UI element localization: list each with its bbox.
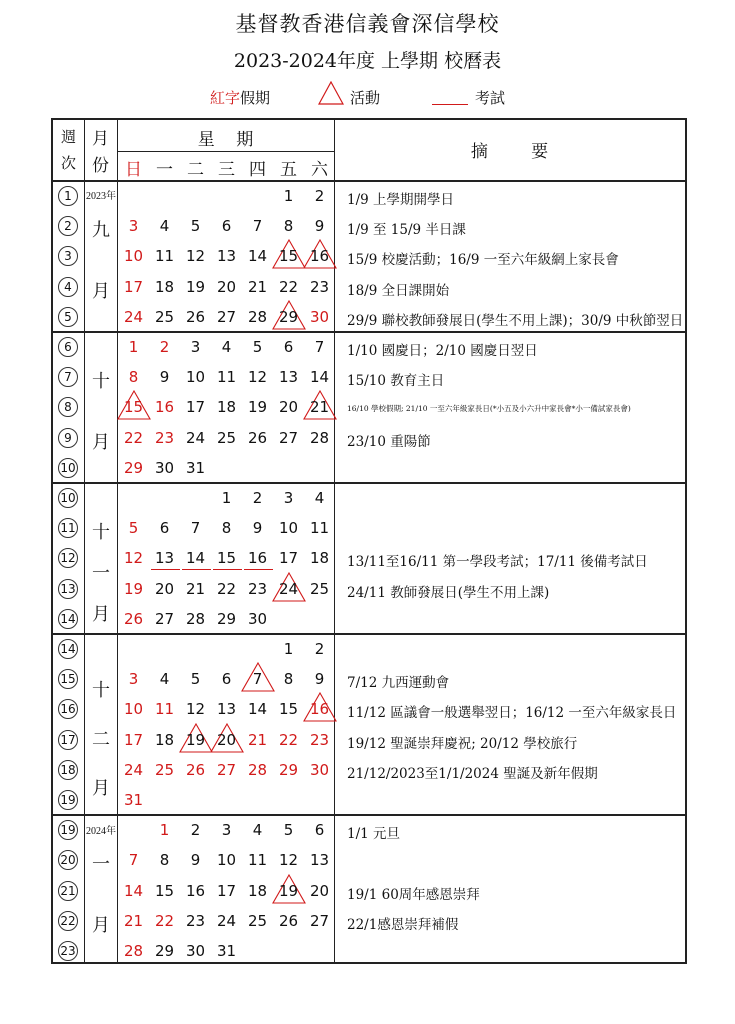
day-cell: 13 xyxy=(154,549,175,568)
day-cell: 18 xyxy=(247,881,268,900)
day-cell: 26 xyxy=(185,307,206,326)
summary-header: 摘 要 xyxy=(470,142,549,162)
day-cell: 28 xyxy=(247,307,268,326)
day-cell: 17 xyxy=(278,549,299,568)
day-cell: 20 xyxy=(309,881,330,900)
divider xyxy=(53,814,685,816)
year-label-2023: 2023年 xyxy=(86,191,116,202)
day-cell: 25 xyxy=(216,428,237,447)
day-cell: 10 xyxy=(216,851,237,870)
day-cell: 25 xyxy=(309,579,330,598)
day-cell: 4 xyxy=(252,821,263,840)
day-cell: 3 xyxy=(128,670,139,689)
weekday-header: 五 xyxy=(280,160,297,180)
day-cell: 9 xyxy=(314,217,325,236)
day-cell: 23 xyxy=(309,277,330,296)
divider xyxy=(53,633,685,635)
day-cell: 30 xyxy=(154,458,175,477)
day-cell: 30 xyxy=(309,760,330,779)
day-cell: 19 xyxy=(185,277,206,296)
day-cell: 22 xyxy=(154,911,175,930)
calendar-title: 2023-2024年度 上學期 校曆表 xyxy=(233,50,502,72)
week-number: 19 xyxy=(58,820,78,840)
school-name: 基督教香港信義會深信學校 xyxy=(235,12,500,36)
summary-text: 23/10 重陽節 xyxy=(347,433,431,450)
day-cell: 4 xyxy=(159,217,170,236)
weekday-title: 星 期 xyxy=(197,130,254,150)
day-cell: 14 xyxy=(123,881,144,900)
week-header-bottom: 次 xyxy=(60,154,76,172)
week-number: 2 xyxy=(58,216,78,236)
day-cell: 13 xyxy=(216,700,237,719)
day-cell: 2 xyxy=(314,187,325,205)
week-number: 17 xyxy=(58,730,78,750)
day-cell: 16 xyxy=(185,881,206,900)
month-header-top: 月 xyxy=(92,129,109,149)
legend-exam: 考試 xyxy=(475,89,506,107)
week-number: 14 xyxy=(58,609,78,629)
day-cell: 7 xyxy=(314,338,325,356)
exam-underline xyxy=(151,569,180,570)
day-cell: 5 xyxy=(190,670,201,689)
day-cell: 19 xyxy=(278,881,299,900)
summary-text: 16/10 學校假期; 21/10 一至六年級家長日(*小五及小六升中家長會*小一備試家長會) xyxy=(347,404,631,414)
day-cell: 17 xyxy=(123,730,144,749)
legend-holiday: 紅字假期 xyxy=(210,89,271,107)
day-cell: 5 xyxy=(283,821,294,840)
day-cell: 25 xyxy=(154,307,175,326)
week-number: 11 xyxy=(58,518,78,538)
month-label: 一 xyxy=(92,562,110,584)
day-cell: 2 xyxy=(159,338,170,356)
week-number: 14 xyxy=(58,639,78,659)
day-cell: 23 xyxy=(185,911,206,930)
day-cell: 6 xyxy=(221,217,232,236)
day-cell: 24 xyxy=(123,307,144,326)
exam-underline-icon xyxy=(432,104,468,105)
summary-text: 22/1感恩崇拜補假 xyxy=(347,916,459,933)
day-cell: 15 xyxy=(216,549,237,568)
day-cell: 20 xyxy=(278,398,299,417)
day-cell: 27 xyxy=(216,307,237,326)
summary-text: 1/1 元旦 xyxy=(347,826,401,843)
day-cell: 15 xyxy=(154,881,175,900)
summary-text: 1/10 國慶日；2/10 國慶日翌日 xyxy=(347,343,538,359)
day-cell: 7 xyxy=(190,519,201,538)
day-cell: 2 xyxy=(190,821,201,840)
week-number: 20 xyxy=(58,850,78,870)
day-cell: 31 xyxy=(123,791,144,809)
day-cell: 18 xyxy=(216,398,237,417)
month-label: 二 xyxy=(92,728,110,750)
weekday-header: 三 xyxy=(218,160,235,180)
day-cell: 1 xyxy=(283,640,294,658)
week-number: 8 xyxy=(58,397,78,417)
day-cell: 6 xyxy=(221,670,232,689)
day-cell: 26 xyxy=(278,911,299,930)
day-cell: 25 xyxy=(154,760,175,779)
day-cell: 27 xyxy=(216,760,237,779)
summary-text: 13/11至16/11 第一學段考試；17/11 後備考試日 xyxy=(347,554,648,571)
day-cell: 22 xyxy=(216,579,237,598)
month-label: 月 xyxy=(92,603,110,625)
day-cell: 28 xyxy=(185,609,206,628)
day-cell: 30 xyxy=(309,307,330,326)
week-number: 16 xyxy=(58,699,78,719)
weekday-header: 四 xyxy=(249,160,266,180)
day-cell: 28 xyxy=(247,760,268,779)
day-cell: 16 xyxy=(247,549,268,568)
summary-text: 11/12 區議會一般選舉翌日；16/12 一至六年級家長日 xyxy=(347,705,677,722)
year-label-2024: 2024年 xyxy=(86,826,116,837)
day-cell: 12 xyxy=(123,549,144,568)
day-cell: 19 xyxy=(247,398,268,417)
divider xyxy=(84,120,85,962)
day-cell: 31 xyxy=(216,942,237,960)
divider xyxy=(53,482,685,484)
day-cell: 13 xyxy=(278,368,299,387)
day-cell: 22 xyxy=(278,730,299,749)
day-cell: 10 xyxy=(185,368,206,387)
divider xyxy=(117,120,118,962)
week-number: 10 xyxy=(58,458,78,478)
day-cell: 3 xyxy=(221,821,232,840)
day-cell: 19 xyxy=(123,579,144,598)
day-cell: 16 xyxy=(309,700,330,719)
day-cell: 14 xyxy=(185,549,206,568)
month-label: 一 xyxy=(92,854,110,876)
week-number: 7 xyxy=(58,367,78,387)
week-number: 1 xyxy=(58,186,78,206)
day-cell: 1 xyxy=(283,187,294,205)
day-cell: 9 xyxy=(190,851,201,870)
day-cell: 16 xyxy=(309,247,330,266)
day-cell: 1 xyxy=(221,489,232,507)
day-cell: 10 xyxy=(278,519,299,538)
day-cell: 9 xyxy=(159,368,170,387)
day-cell: 11 xyxy=(154,247,175,266)
day-cell: 5 xyxy=(252,338,263,356)
week-number: 6 xyxy=(58,337,78,357)
day-cell: 15 xyxy=(278,247,299,266)
day-cell: 4 xyxy=(314,489,325,507)
month-label: 月 xyxy=(92,914,110,936)
summary-text: 18/9 全日課開始 xyxy=(347,282,450,299)
week-number: 10 xyxy=(58,488,78,508)
weekday-header: 二 xyxy=(187,160,204,180)
activity-triangle-icon xyxy=(318,81,344,105)
day-cell: 11 xyxy=(309,519,330,538)
day-cell: 26 xyxy=(123,609,144,628)
summary-text: 19/1 60周年感恩崇拜 xyxy=(347,886,480,903)
day-cell: 9 xyxy=(252,519,263,538)
day-cell: 3 xyxy=(283,489,294,507)
day-cell: 11 xyxy=(247,851,268,870)
weekday-header: 一 xyxy=(156,160,173,180)
month-label: 月 xyxy=(92,777,110,799)
day-cell: 22 xyxy=(278,277,299,296)
day-cell: 25 xyxy=(247,911,268,930)
divider xyxy=(117,151,334,152)
day-cell: 22 xyxy=(123,428,144,447)
summary-text: 21/12/2023至1/1/2024 聖誕及新年假期 xyxy=(347,765,598,782)
day-cell: 20 xyxy=(154,579,175,598)
day-cell: 14 xyxy=(247,700,268,719)
day-cell: 26 xyxy=(247,428,268,447)
day-cell: 4 xyxy=(221,338,232,356)
day-cell: 23 xyxy=(309,730,330,749)
day-cell: 5 xyxy=(128,519,139,538)
legend-activity: 活動 xyxy=(350,89,381,107)
summary-text: 15/10 教育主日 xyxy=(347,373,445,390)
day-cell: 31 xyxy=(185,458,206,477)
day-cell: 17 xyxy=(216,881,237,900)
month-label: 月 xyxy=(92,280,110,302)
week-header-top: 週 xyxy=(60,128,76,146)
month-label: 九 xyxy=(92,220,110,242)
calendar-table xyxy=(51,118,687,964)
day-cell: 18 xyxy=(309,549,330,568)
day-cell: 21 xyxy=(123,911,144,930)
day-cell: 6 xyxy=(159,519,170,538)
day-cell: 9 xyxy=(314,670,325,689)
day-cell: 2 xyxy=(314,640,325,658)
day-cell: 13 xyxy=(216,247,237,266)
day-cell: 15 xyxy=(123,398,144,417)
day-cell: 3 xyxy=(190,338,201,356)
day-cell: 29 xyxy=(278,307,299,326)
day-cell: 27 xyxy=(309,911,330,930)
day-cell: 5 xyxy=(190,217,201,236)
summary-text: 24/11 教師發展日(學生不用上課) xyxy=(347,584,550,601)
week-number: 3 xyxy=(58,246,78,266)
day-cell: 30 xyxy=(247,609,268,628)
day-cell: 4 xyxy=(159,670,170,689)
week-number: 23 xyxy=(58,941,78,961)
day-cell: 10 xyxy=(123,247,144,266)
day-cell: 21 xyxy=(185,579,206,598)
summary-text: 1/9 至 15/9 半日課 xyxy=(347,222,466,239)
day-cell: 29 xyxy=(216,609,237,628)
day-cell: 24 xyxy=(185,428,206,447)
day-cell: 12 xyxy=(185,700,206,719)
day-cell: 1 xyxy=(128,338,139,356)
day-cell: 1 xyxy=(159,821,170,840)
week-number: 15 xyxy=(58,669,78,689)
day-cell: 15 xyxy=(278,700,299,719)
summary-text: 1/9 上學期開學日 xyxy=(347,192,455,208)
weekday-header: 日 xyxy=(125,160,142,180)
week-number: 18 xyxy=(58,760,78,780)
day-cell: 17 xyxy=(123,277,144,296)
day-cell: 21 xyxy=(309,398,330,417)
weekday-header: 六 xyxy=(311,160,328,180)
day-cell: 8 xyxy=(128,368,139,387)
day-cell: 17 xyxy=(185,398,206,417)
day-cell: 27 xyxy=(154,609,175,628)
day-cell: 14 xyxy=(309,368,330,387)
month-label: 十 xyxy=(92,679,110,701)
day-cell: 11 xyxy=(154,700,175,719)
day-cell: 23 xyxy=(154,428,175,447)
month-label: 十 xyxy=(92,522,110,544)
day-cell: 29 xyxy=(278,760,299,779)
day-cell: 6 xyxy=(314,821,325,840)
day-cell: 8 xyxy=(283,217,294,236)
day-cell: 24 xyxy=(278,579,299,598)
day-cell: 10 xyxy=(123,700,144,719)
month-header-bottom: 份 xyxy=(92,156,109,176)
day-cell: 21 xyxy=(247,277,268,296)
day-cell: 30 xyxy=(185,942,206,960)
day-cell: 26 xyxy=(185,760,206,779)
day-cell: 29 xyxy=(154,942,175,960)
day-cell: 19 xyxy=(185,730,206,749)
day-cell: 24 xyxy=(123,760,144,779)
divider xyxy=(53,180,685,182)
day-cell: 16 xyxy=(154,398,175,417)
week-number: 22 xyxy=(58,911,78,931)
summary-text: 29/9 聯校教師發展日(學生不用上課)；30/9 中秋節翌日 xyxy=(347,312,684,329)
month-label: 十 xyxy=(92,371,110,393)
day-cell: 18 xyxy=(154,730,175,749)
week-number: 13 xyxy=(58,579,78,599)
day-cell: 8 xyxy=(159,851,170,870)
day-cell: 11 xyxy=(216,368,237,387)
day-cell: 7 xyxy=(128,851,139,870)
day-cell: 21 xyxy=(247,730,268,749)
day-cell: 2 xyxy=(252,489,263,507)
month-label: 月 xyxy=(92,431,110,453)
day-cell: 18 xyxy=(154,277,175,296)
day-cell: 23 xyxy=(247,579,268,598)
day-cell: 6 xyxy=(283,338,294,356)
day-cell: 8 xyxy=(221,519,232,538)
day-cell: 7 xyxy=(252,217,263,236)
day-cell: 27 xyxy=(278,428,299,447)
day-cell: 28 xyxy=(123,942,144,960)
day-cell: 14 xyxy=(247,247,268,266)
week-number: 12 xyxy=(58,548,78,568)
day-cell: 3 xyxy=(128,217,139,236)
exam-underline xyxy=(182,569,211,570)
summary-text: 19/12 聖誕崇拜慶祝; 20/12 學校旅行 xyxy=(347,735,578,752)
week-number: 9 xyxy=(58,428,78,448)
day-cell: 20 xyxy=(216,730,237,749)
week-number: 5 xyxy=(58,307,78,327)
day-cell: 28 xyxy=(309,428,330,447)
day-cell: 20 xyxy=(216,277,237,296)
summary-text: 15/9 校慶活動；16/9 一至六年級網上家長會 xyxy=(347,252,619,269)
day-cell: 12 xyxy=(185,247,206,266)
week-number: 21 xyxy=(58,881,78,901)
day-cell: 12 xyxy=(278,851,299,870)
day-cell: 7 xyxy=(252,670,263,689)
week-number: 19 xyxy=(58,790,78,810)
day-cell: 13 xyxy=(309,851,330,870)
day-cell: 8 xyxy=(283,670,294,689)
day-cell: 29 xyxy=(123,458,144,477)
day-cell: 12 xyxy=(247,368,268,387)
summary-text: 7/12 九西運動會 xyxy=(347,675,450,692)
week-number: 4 xyxy=(58,277,78,297)
exam-underline xyxy=(244,569,273,570)
divider xyxy=(53,331,685,333)
legend xyxy=(0,87,735,113)
day-cell: 24 xyxy=(216,911,237,930)
exam-underline xyxy=(213,569,242,570)
